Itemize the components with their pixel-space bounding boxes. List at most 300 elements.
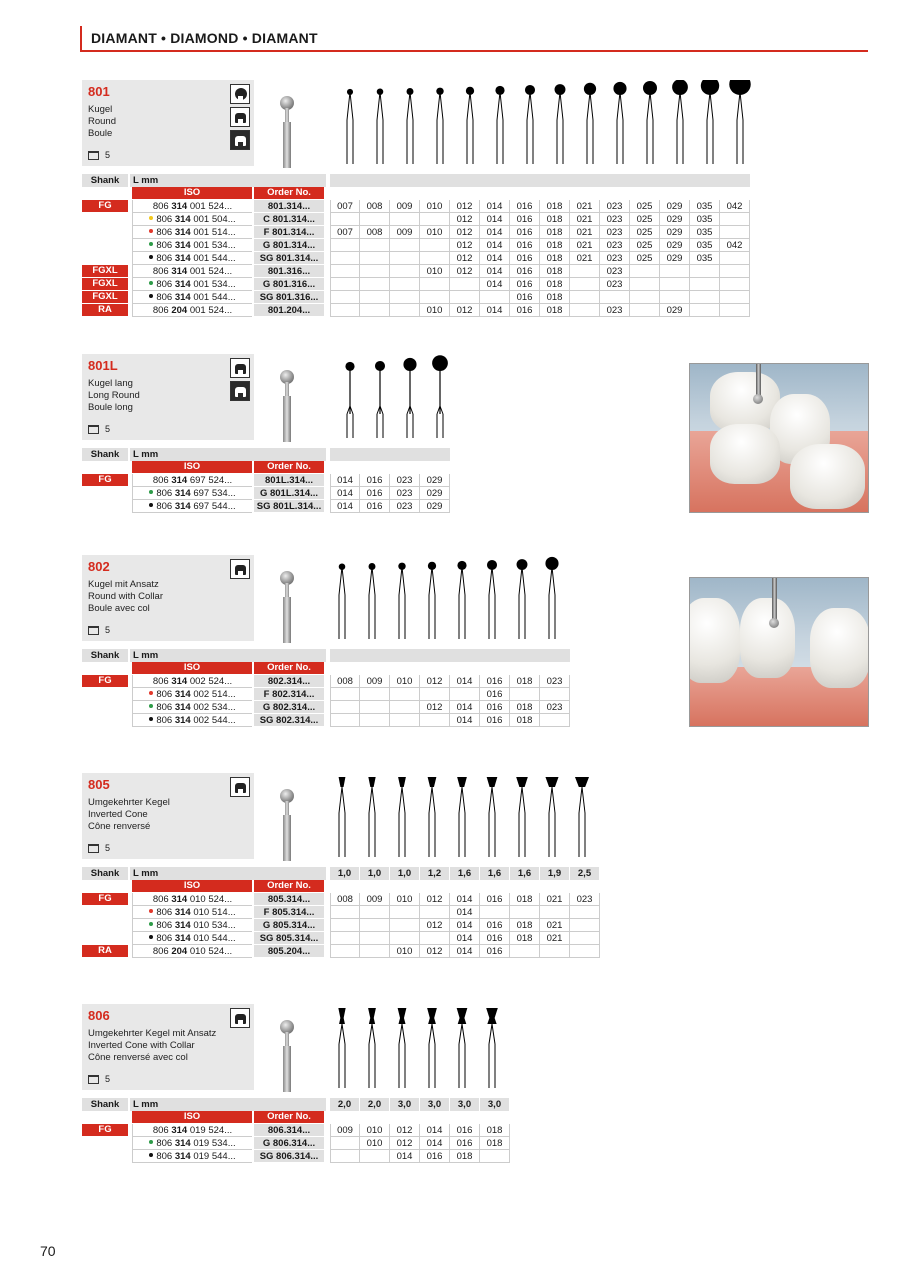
size-cell: 010 <box>420 226 450 239</box>
iso-pre: 806 <box>156 1151 173 1162</box>
iso-cell <box>132 304 252 317</box>
table-row <box>82 893 600 906</box>
iso-post: 010 524... <box>189 894 233 905</box>
order-number: 801.314... <box>254 200 324 213</box>
pack-size <box>88 625 110 635</box>
bur-shape-drawing <box>507 773 537 859</box>
order-number: 801.204... <box>254 304 324 317</box>
order-number: G 801.316... <box>254 278 324 291</box>
size-cell: 014 <box>450 893 480 906</box>
grit-dot <box>149 503 153 507</box>
size-cell: 012 <box>420 945 450 958</box>
size-cell <box>390 252 420 265</box>
bur-shape-drawing <box>477 555 507 641</box>
size-cell: 018 <box>540 278 570 291</box>
size-cell <box>360 919 390 932</box>
length-cell: 1,6 <box>480 867 510 880</box>
size-cell: 012 <box>450 252 480 265</box>
grit-dot <box>149 935 153 939</box>
size-cell <box>570 304 600 317</box>
product-names <box>88 579 163 615</box>
iso-header: ISO <box>132 1111 252 1123</box>
size-cell <box>570 278 600 291</box>
grit-dot <box>149 691 153 695</box>
size-cell: 029 <box>660 226 690 239</box>
iso-pre: 806 <box>156 907 173 918</box>
iso-pre: 806 <box>156 920 173 931</box>
size-cell: 016 <box>510 239 540 252</box>
iso-bold: 314 <box>174 253 191 264</box>
length-cell: 1,2 <box>420 867 450 880</box>
size-cell: 016 <box>510 304 540 317</box>
table-header <box>82 867 600 891</box>
bur-shape-drawing <box>327 773 357 859</box>
product-name: Round with Collar <box>88 591 163 602</box>
product-name: Umgekehrter Kegel mit Ansatz <box>88 1028 217 1039</box>
size-cell: 014 <box>450 714 480 727</box>
size-cell: 021 <box>570 226 600 239</box>
size-cell: 023 <box>600 265 630 278</box>
size-cell <box>450 688 480 701</box>
table-row <box>82 474 450 487</box>
crown-prep-icon <box>230 107 250 127</box>
size-cell <box>330 278 360 291</box>
bur-shape-drawing <box>485 80 515 166</box>
size-cell: 014 <box>480 265 510 278</box>
iso-header: ISO <box>132 187 252 199</box>
size-cell: 014 <box>330 474 360 487</box>
size-cell: 014 <box>390 1150 420 1163</box>
grit-dot <box>149 490 153 494</box>
size-cell: 014 <box>450 945 480 958</box>
iso-post: 019 534... <box>193 1138 236 1149</box>
size-cell: 012 <box>450 265 480 278</box>
iso-cell <box>132 701 252 714</box>
length-cell: 3,0 <box>450 1098 480 1111</box>
size-cell <box>330 291 360 304</box>
iso-post: 697 524... <box>189 475 233 486</box>
size-cell: 018 <box>510 893 540 906</box>
iso-pre: 806 <box>156 227 173 238</box>
size-cell: 009 <box>390 200 420 213</box>
order-number: 805.204... <box>254 945 324 958</box>
size-cell: 029 <box>420 487 450 500</box>
iso-header: ISO <box>132 880 252 892</box>
product-name: Cône renversé <box>88 821 151 832</box>
size-cell: 016 <box>480 688 510 701</box>
iso-bold: 314 <box>174 292 191 303</box>
iso-post: 010 544... <box>193 933 236 944</box>
size-cell <box>360 278 390 291</box>
size-cell: 025 <box>630 252 660 265</box>
bur-shape-drawing <box>327 1004 357 1090</box>
iso-pre: 806 <box>156 240 173 251</box>
shank-tag: FGXL <box>82 265 128 277</box>
size-cell: 023 <box>390 487 420 500</box>
bur-shape-drawing <box>605 80 635 166</box>
application-icons <box>230 1008 250 1028</box>
size-cell: 029 <box>420 474 450 487</box>
size-cell: 016 <box>450 1137 480 1150</box>
order-number: SG 802.314... <box>254 714 324 727</box>
size-cell <box>570 932 600 945</box>
size-cell <box>330 213 360 226</box>
iso-cell <box>132 1137 252 1150</box>
size-cell: 023 <box>600 252 630 265</box>
page-header <box>80 26 868 52</box>
size-cell: 018 <box>480 1137 510 1150</box>
iso-header: ISO <box>132 461 252 473</box>
crown-prep-icon <box>230 777 250 797</box>
order-header: Order No. <box>254 880 324 892</box>
size-cell: 012 <box>450 213 480 226</box>
order-number: F 802.314... <box>254 688 324 701</box>
bridge-prep-icon <box>230 381 250 401</box>
size-cell: 025 <box>630 239 660 252</box>
size-cell <box>390 688 420 701</box>
size-cell: 018 <box>540 226 570 239</box>
size-cell: 018 <box>450 1150 480 1163</box>
size-cell <box>390 932 420 945</box>
size-cell: 023 <box>390 500 420 513</box>
product-info-box <box>82 1004 254 1090</box>
size-cell: 008 <box>330 893 360 906</box>
size-cell <box>420 688 450 701</box>
size-cell: 018 <box>510 919 540 932</box>
iso-cell <box>132 474 252 487</box>
size-cell: 035 <box>690 252 720 265</box>
size-cell: 023 <box>600 239 630 252</box>
bur-shape-drawing <box>537 555 567 641</box>
size-cell: 023 <box>540 675 570 688</box>
application-icons <box>230 84 250 150</box>
product-name: Boule avec col <box>88 603 150 614</box>
iso-bold: 314 <box>174 689 191 700</box>
grit-dot <box>149 229 153 233</box>
size-cell: 014 <box>480 252 510 265</box>
table-row <box>82 200 750 213</box>
length-cell: 1,0 <box>360 867 390 880</box>
size-cell: 009 <box>360 675 390 688</box>
bur-shape-drawing <box>665 80 695 166</box>
bur-shape-drawing <box>335 80 365 166</box>
size-cell: 014 <box>450 906 480 919</box>
clinical-photo-801L <box>689 363 869 513</box>
size-cell: 014 <box>480 226 510 239</box>
size-cell <box>660 265 690 278</box>
shank-tag: FG <box>82 200 128 212</box>
size-cell: 023 <box>540 701 570 714</box>
order-number: 806.314... <box>254 1124 324 1137</box>
size-cell: 016 <box>360 474 390 487</box>
size-cell: 014 <box>480 200 510 213</box>
iso-cell <box>132 688 252 701</box>
iso-post: 001 534... <box>193 240 236 251</box>
size-cell: 008 <box>360 226 390 239</box>
iso-pre: 806 <box>156 1138 173 1149</box>
iso-cell <box>132 487 252 500</box>
size-cell: 010 <box>420 304 450 317</box>
crown-prep-icon <box>230 559 250 579</box>
size-cell: 016 <box>480 945 510 958</box>
order-number: C 801.314... <box>254 213 324 226</box>
size-cell: 008 <box>360 200 390 213</box>
table-header <box>82 649 570 673</box>
iso-cell <box>132 200 252 213</box>
grit-dot <box>149 1153 153 1157</box>
size-cell <box>330 906 360 919</box>
product-names <box>88 1028 216 1064</box>
pack-count: 5 <box>105 424 111 434</box>
iso-cell <box>132 1124 252 1137</box>
size-cell: 018 <box>510 701 540 714</box>
bur-shape-drawing <box>387 555 417 641</box>
size-cell: 021 <box>570 252 600 265</box>
order-number: 801L.314... <box>254 474 324 487</box>
bur-shape-drawing <box>725 80 755 166</box>
iso-bold: 314 <box>174 702 191 713</box>
iso-post: 002 524... <box>189 676 233 687</box>
iso-bold: 314 <box>174 501 191 512</box>
size-cell <box>510 688 540 701</box>
size-cell: 035 <box>690 239 720 252</box>
size-cell: 016 <box>360 500 390 513</box>
table-row <box>82 1150 510 1163</box>
iso-post: 001 524... <box>189 266 233 277</box>
pack-size <box>88 424 110 434</box>
iso-pre: 806 <box>156 253 173 264</box>
table-row <box>82 1124 510 1137</box>
size-cell <box>390 701 420 714</box>
length-cell: 3,0 <box>390 1098 420 1111</box>
iso-pre: 806 <box>156 292 173 303</box>
size-cell <box>330 304 360 317</box>
size-cell: 014 <box>450 919 480 932</box>
iso-bold: 314 <box>174 907 191 918</box>
size-cell: 018 <box>510 675 540 688</box>
iso-cell <box>132 919 252 932</box>
order-header: Order No. <box>254 187 324 199</box>
table-row <box>82 487 450 500</box>
table-row <box>82 906 600 919</box>
order-number: G 801.314... <box>254 239 324 252</box>
bur-photo <box>276 356 298 440</box>
size-cell <box>420 278 450 291</box>
page-number: 70 <box>40 1243 56 1259</box>
size-cell: 023 <box>600 226 630 239</box>
bur-shape-drawing <box>635 80 665 166</box>
size-cell <box>450 278 480 291</box>
iso-bold: 314 <box>171 201 188 212</box>
iso-bold: 204 <box>171 305 188 316</box>
table-row <box>82 291 750 304</box>
length-cell: 3,0 <box>480 1098 510 1111</box>
product-name: Round <box>88 116 116 127</box>
bur-shape-drawing <box>387 1004 417 1090</box>
shank-tag: FG <box>82 474 128 486</box>
size-cell <box>360 1150 390 1163</box>
size-cell: 010 <box>390 893 420 906</box>
product-names <box>88 104 116 140</box>
size-cell <box>570 945 600 958</box>
size-cell <box>360 291 390 304</box>
size-cell: 014 <box>330 487 360 500</box>
bur-shape-drawing <box>357 555 387 641</box>
size-cell <box>720 213 750 226</box>
bur-shape-drawing <box>507 555 537 641</box>
iso-cell <box>132 1150 252 1163</box>
size-cell <box>720 226 750 239</box>
size-cell <box>360 265 390 278</box>
size-cell <box>690 291 720 304</box>
size-cell <box>420 714 450 727</box>
product-number: 801 <box>88 84 110 99</box>
header-title: DIAMANT • DIAMOND • DIAMANT <box>91 30 318 46</box>
iso-post: 010 514... <box>193 907 236 918</box>
bur-photo <box>276 82 298 166</box>
size-cell: 023 <box>570 893 600 906</box>
shank-tag: FG <box>82 1124 128 1136</box>
pack-count: 5 <box>105 625 111 635</box>
iso-pre: 806 <box>156 715 173 726</box>
size-cell: 025 <box>630 213 660 226</box>
iso-pre: 806 <box>156 702 173 713</box>
shank-tag: FGXL <box>82 291 128 303</box>
size-cell: 042 <box>720 200 750 213</box>
size-cell: 029 <box>660 304 690 317</box>
bur-shape-drawing <box>417 773 447 859</box>
size-cell: 025 <box>630 226 660 239</box>
iso-pre: 806 <box>152 305 169 316</box>
product-number: 801L <box>88 358 118 373</box>
size-cell: 016 <box>510 265 540 278</box>
size-cell: 023 <box>600 213 630 226</box>
package-icon <box>88 626 99 635</box>
length-cell: 1,6 <box>450 867 480 880</box>
size-cell: 014 <box>480 213 510 226</box>
order-number: 801.316... <box>254 265 324 278</box>
size-cell <box>330 252 360 265</box>
table-row <box>82 265 750 278</box>
length-label: L mm <box>130 649 326 662</box>
bur-shape-drawing <box>537 773 567 859</box>
order-number: SG 805.314... <box>254 932 324 945</box>
shank-label: Shank <box>82 649 128 662</box>
iso-bold: 314 <box>174 227 191 238</box>
size-cell <box>720 304 750 317</box>
shank-tag: RA <box>82 304 128 316</box>
size-cell: 007 <box>330 226 360 239</box>
order-header: Order No. <box>254 461 324 473</box>
size-cell: 023 <box>600 278 630 291</box>
iso-bold: 314 <box>174 240 191 251</box>
size-cell: 018 <box>510 714 540 727</box>
order-number: SG 801.316... <box>254 291 324 304</box>
grit-dot <box>149 242 153 246</box>
size-cell: 016 <box>480 701 510 714</box>
size-cell <box>330 239 360 252</box>
iso-cell <box>132 714 252 727</box>
size-cell <box>330 1137 360 1150</box>
order-number: G 801L.314... <box>254 487 324 500</box>
size-cell <box>390 919 420 932</box>
product-names <box>88 378 140 414</box>
size-cell <box>330 701 360 714</box>
pack-size <box>88 1074 110 1084</box>
iso-bold: 314 <box>171 894 188 905</box>
application-icons <box>230 358 250 401</box>
iso-cell <box>132 500 252 513</box>
size-cell: 012 <box>420 701 450 714</box>
package-icon <box>88 844 99 853</box>
application-icons <box>230 559 250 579</box>
size-cell <box>360 932 390 945</box>
iso-post: 697 534... <box>193 488 236 499</box>
grit-dot <box>149 922 153 926</box>
bur-photo <box>276 775 298 859</box>
iso-post: 001 504... <box>193 214 236 225</box>
iso-bold: 314 <box>174 488 191 499</box>
iso-bold: 314 <box>174 1138 191 1149</box>
package-icon <box>88 1075 99 1084</box>
size-cell: 012 <box>420 893 450 906</box>
iso-pre: 806 <box>156 488 173 499</box>
size-cell: 016 <box>510 226 540 239</box>
iso-bold: 314 <box>171 676 188 687</box>
bur-shape-drawing <box>455 80 485 166</box>
size-cell <box>390 278 420 291</box>
size-cell <box>360 252 390 265</box>
size-cell: 018 <box>540 291 570 304</box>
size-cell: 035 <box>690 226 720 239</box>
iso-post: 001 524... <box>189 201 233 212</box>
size-cell: 014 <box>480 239 510 252</box>
header-strip <box>330 174 750 187</box>
table-row <box>82 213 750 226</box>
bur-photo <box>276 557 298 641</box>
iso-pre: 806 <box>152 894 169 905</box>
length-cell: 2,0 <box>330 1098 360 1111</box>
product-name: Umgekehrter Kegel <box>88 797 170 808</box>
length-label: L mm <box>130 448 326 461</box>
order-number: 805.314... <box>254 893 324 906</box>
iso-pre: 806 <box>152 676 169 687</box>
iso-bold: 314 <box>171 1125 188 1136</box>
size-cell: 008 <box>330 675 360 688</box>
size-cell: 010 <box>420 200 450 213</box>
size-cell: 010 <box>390 945 420 958</box>
iso-cell <box>132 906 252 919</box>
length-label: L mm <box>130 1098 326 1111</box>
iso-post: 019 524... <box>189 1125 233 1136</box>
iso-post: 697 544... <box>193 501 236 512</box>
pack-count: 5 <box>105 1074 111 1084</box>
size-cell <box>720 252 750 265</box>
shank-label: Shank <box>82 174 128 187</box>
size-cell <box>390 304 420 317</box>
product-name: Boule long <box>88 402 133 413</box>
length-cell: 1,0 <box>330 867 360 880</box>
size-cell: 012 <box>450 200 480 213</box>
size-cell: 014 <box>450 932 480 945</box>
size-cell <box>690 278 720 291</box>
size-cell: 016 <box>510 278 540 291</box>
iso-cell <box>132 932 252 945</box>
table-row <box>82 919 600 932</box>
order-number: SG 801L.314... <box>254 500 324 513</box>
grit-dot <box>149 1140 153 1144</box>
order-number: G 805.314... <box>254 919 324 932</box>
